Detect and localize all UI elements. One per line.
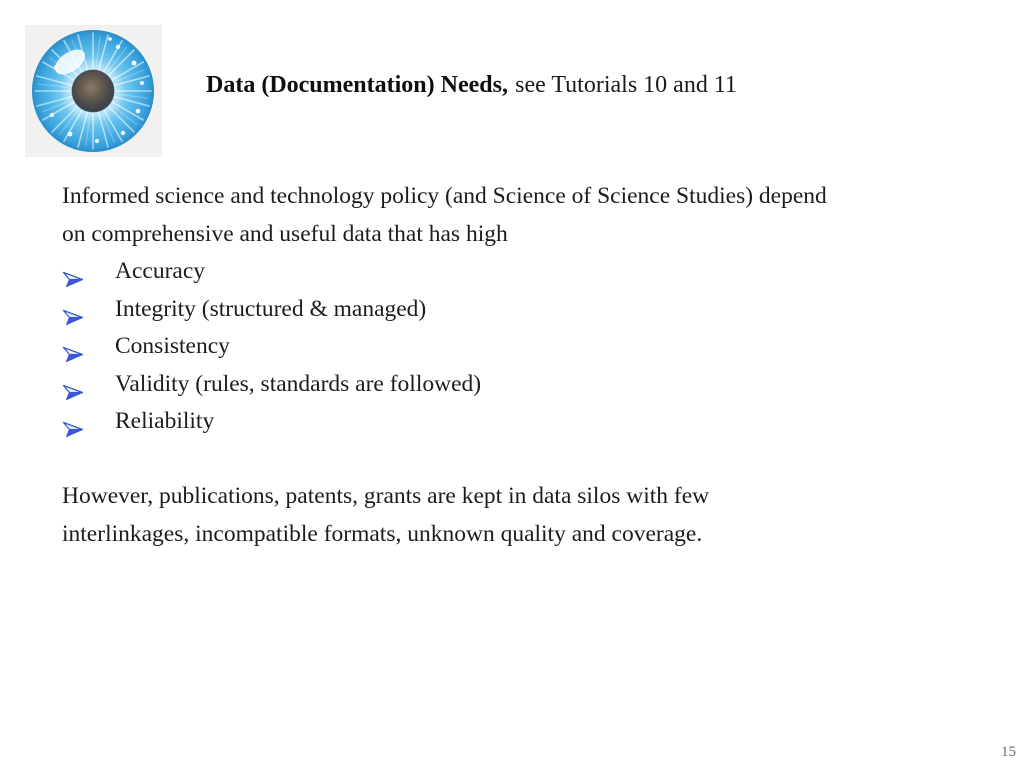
outro-line: However, publications, patents, grants are kept in data silos with few: [62, 483, 710, 509]
intro-line: Informed science and technology policy (and Science of Science Studies) depend: [62, 183, 827, 209]
bullet-label: Accuracy: [115, 258, 206, 284]
bullet-label: Reliability: [115, 408, 215, 434]
bullet-label: Integrity (structured & managed): [115, 295, 427, 322]
slide-title: [206, 72, 737, 99]
eye-iris-icon: [25, 25, 162, 157]
slide-title-bold: Data (Documentation) Needs,: [206, 72, 508, 98]
intro-line: on comprehensive and useful data that has high: [62, 220, 508, 247]
list-item: [62, 403, 827, 441]
arrow-bullet-icon: [62, 403, 115, 451]
list-item: [62, 253, 827, 291]
blank-line: [62, 441, 827, 479]
slide-title-regular: see Tutorials 10 and 11: [515, 72, 737, 98]
bullet-list: [62, 253, 827, 441]
list-item: [62, 366, 827, 404]
slide-body: [62, 178, 827, 553]
page-number: 15: [1001, 744, 1016, 760]
list-item: [62, 328, 827, 366]
bullet-label: Validity (rules, standards are followed): [115, 370, 482, 397]
list-item: [62, 291, 827, 329]
outro-line: interlinkages, incompatible formats, unknown quality and coverage.: [62, 520, 703, 547]
bullet-label: Consistency: [115, 333, 230, 359]
eye-logo: [25, 25, 162, 157]
